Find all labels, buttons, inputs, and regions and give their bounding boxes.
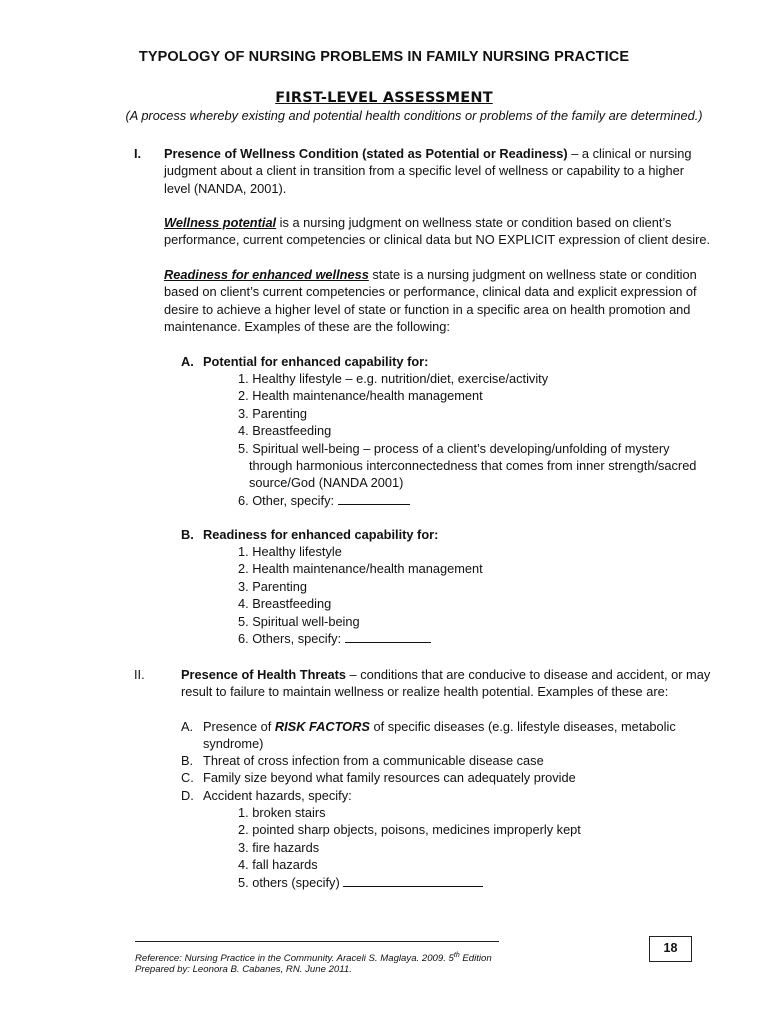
emphasized-term: RISK FACTORS [274,719,370,734]
document-subtitle: FIRST-LEVEL ASSESSMENT [275,90,493,106]
list-item: 3. fire hazards [238,839,320,855]
section-paragraph: Presence of Health Threats – conditions that are conducive to disease and accident, or may result to failure to maintain wellness or realize health potential. Examples of these are: [181,667,711,700]
readiness-paragraph: Readiness for enhanced wellness state is a nursing judgment on wellness state or condition based on client’s current competencies or performance, clinical data and explicit expression of desire to achieve a higher level of state or function in a specific area on health promotion and maintenance. Examples of these are the following: [164,267,697,335]
item-letter: B. [181,753,194,768]
document-description: (A process whereby existing and potential health conditions or problems of the family are determined.) [125,108,703,123]
list-item: Family size beyond what family resources can adequately provide [203,770,576,785]
list-item: 4. fall hazards [238,857,318,873]
section-heading: Presence of Wellness Condition (stated as Potential or Readiness) [164,146,568,161]
subsection-letter: A. [181,354,194,369]
list-item: 1. Healthy lifestyle [238,544,342,559]
list-item: 2. pointed sharp objects, poisons, medicines improperly kept [238,822,581,838]
section-heading: Presence of Health Threats [181,667,346,682]
defined-term: Wellness potential [164,215,277,230]
list-item: Presence of RISK FACTORS of specific diseases (e.g. lifestyle diseases, metabolic syndrome) [203,719,676,752]
list-item: 4. Breastfeeding [238,596,332,612]
blank-line [345,631,431,643]
subsection-heading: Potential for enhanced capability for: [203,354,429,369]
item-letter: C. [181,770,194,785]
list-item: 5. others (specify) [238,874,738,891]
list-item: 2. Health maintenance/health management [238,388,483,404]
blank-line [343,875,483,887]
section-numeral: I. [134,146,142,161]
blank-line [338,493,410,505]
list-item: 3. Parenting [238,405,308,421]
list [238,543,738,647]
list-item: 4. Breastfeeding [238,423,332,439]
wellness-potential-paragraph: Wellness potential is a nursing judgment on wellness state or condition based on client’s performance, current competencies or clinical data but NO EXPLICIT expression of client desire. [164,215,711,248]
list-item: 1. broken stairs [238,805,326,820]
list-item: 5. Spiritual well-being [238,613,360,629]
section-paragraph: Presence of Wellness Condition (stated as Potential or Readiness) – a clinical or nursing judgment about a client in transition from a specific level of wellness or capability to a higher level (NANDA, 2001). [164,146,692,196]
section-numeral: II. [134,667,145,682]
footer-prepared-by: Prepared by: Leonora B. Cabanes, RN. June 2011. [135,964,352,975]
list-item-continuation: through harmonious interconnectedness that comes from inner strength/sacred [249,458,697,474]
item-letter: A. [181,719,194,734]
item-letter: D. [181,788,194,803]
subsection-letter: B. [181,527,194,542]
list-item: Accident hazards, specify: [203,788,352,803]
document-title: TYPOLOGY OF NURSING PROBLEMS IN FAMILY NURSING PRACTICE [138,49,630,65]
footer-rule [135,941,499,942]
list-item: Threat of cross infection from a communicable disease case [203,753,544,768]
footer-reference: Reference: Nursing Practice in the Community. Araceli S. Maglaya. 2009. 5th Edition [135,952,492,965]
subsection-heading: Readiness for enhanced capability for: [203,527,439,542]
list-item: 6. Other, specify: [238,492,738,509]
list-item: 3. Parenting [238,578,308,594]
list-item: 2. Health maintenance/health management [238,561,483,577]
list-item-continuation: source/God (NANDA 2001) [249,475,404,491]
list [238,370,738,509]
list [238,804,738,891]
list-item: 1. Healthy lifestyle – e.g. nutrition/diet, exercise/activity [238,371,549,386]
defined-term: Readiness for enhanced wellness [164,267,369,282]
list-item: 6. Others, specify: [238,630,738,647]
page-number: 18 [649,936,692,962]
list-item: 5. Spiritual well-being – process of a client’s developing/unfolding of mystery [238,440,670,456]
